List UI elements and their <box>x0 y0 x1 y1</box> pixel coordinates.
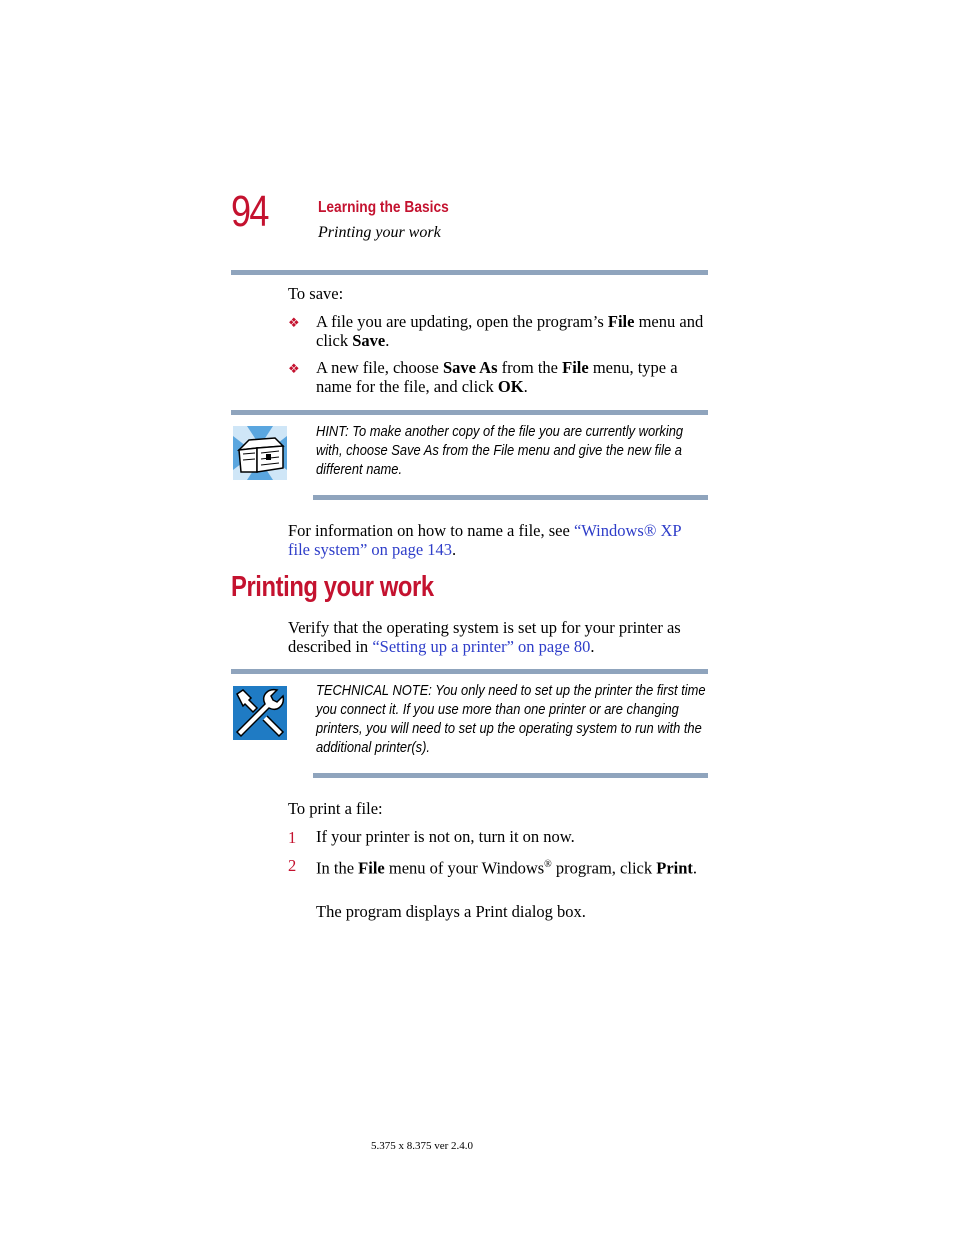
tech-note-text: TECHNICAL NOTE: You only need to set up the printer the first time you connect it. If you use more than one printer or are changing printers, you will need to set up the operating system to run with the additional printer(s). <box>316 682 706 756</box>
hint-top-rule <box>231 410 708 415</box>
printing-heading: Printing your work <box>231 571 434 603</box>
setting-up-printer-link[interactable]: “Setting up a printer” on page 80 <box>372 636 591 656</box>
page-number: 94 <box>231 187 268 236</box>
wrench-icon <box>233 686 287 740</box>
bullet-diamond-icon: ❖ <box>288 315 300 330</box>
step-number: 1 <box>288 828 297 847</box>
step-1: If your printer is not on, turn it on now. <box>316 827 575 846</box>
chapter-title: Learning the Basics <box>318 199 449 216</box>
save-bullet-2: A new file, choose Save As from the File menu, type a name for the file, and click OK. <box>316 358 678 396</box>
tech-note-bottom-rule <box>313 773 708 778</box>
file-naming-info: For information on how to name a file, see “Windows® XP file system” on page 143. <box>288 521 681 559</box>
save-intro: To save: <box>288 284 344 303</box>
save-bullet-1: A file you are updating, open the program’s File menu and click Save. <box>316 312 704 350</box>
hint-text: HINT: To make another copy of the file you are currently working with, choose Save As from the File menu and give the new file a different name. <box>316 423 684 478</box>
windows-xp-file-system-link[interactable]: “Windows® XP file system” on page 143 <box>288 521 681 559</box>
section-title: Printing your work <box>318 224 441 241</box>
print-intro: To print a file: <box>288 799 383 818</box>
verify-paragraph: Verify that the operating system is set up for your printer as described in “Setting up a printer” on page 80. <box>288 618 681 656</box>
tech-note-top-rule <box>231 669 708 674</box>
step-2: In the File menu of your Windows® program, click Print. <box>316 858 698 878</box>
step-number: 2 <box>288 856 297 875</box>
bullet-diamond-icon: ❖ <box>288 361 300 376</box>
header-rule <box>231 270 708 275</box>
hint-bottom-rule <box>313 495 708 500</box>
step-2-result: The program displays a Print dialog box. <box>316 902 586 921</box>
page-footer: 5.375 x 8.375 ver 2.4.0 <box>371 1140 474 1152</box>
treasure-chest-icon <box>233 426 287 480</box>
